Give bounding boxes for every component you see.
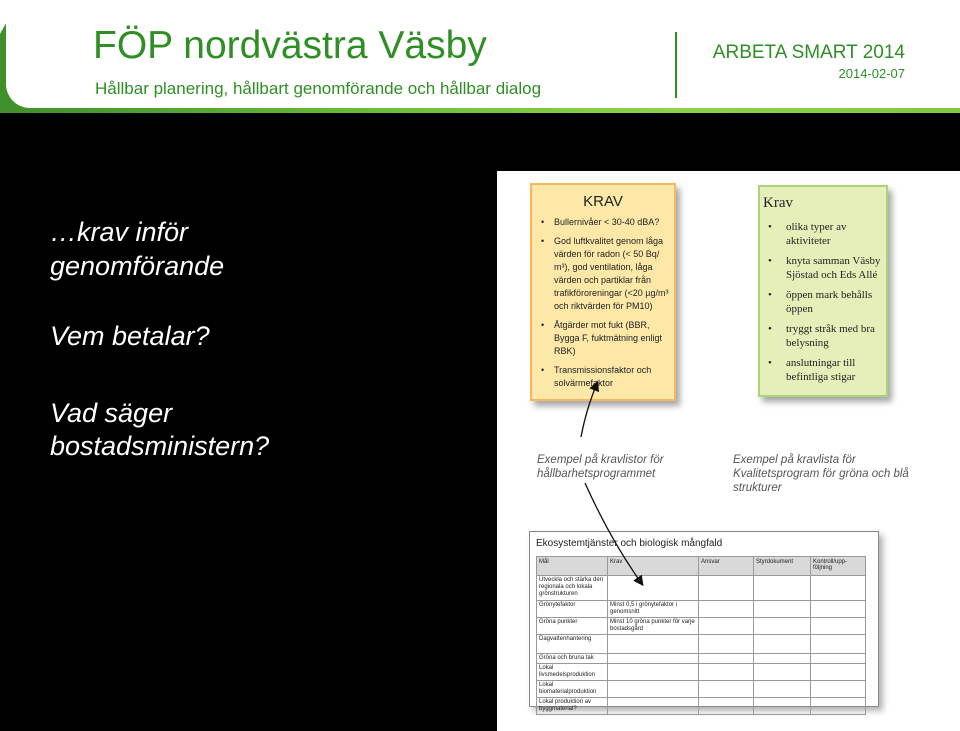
table-cell: Gröna och bruna tak: [537, 654, 608, 664]
krav-item: • God luftkvalitet genom låga värden för radon (< 50 Bq/ m³), god ventilation, låga värden och partiklar från trafikföroreningar (<20 µg/m³ och riktvärden för PM10): [532, 235, 674, 313]
left-text-line-3: Vem betalar?: [50, 321, 210, 351]
krav-item: • öppen mark behålls öppen: [760, 288, 886, 316]
caption-line: Exempel på kravlistor för: [537, 454, 664, 466]
header-divider: [675, 32, 677, 98]
table-cell: Utveckla och stärka den regionala och lokala grönstrukturen: [537, 576, 608, 601]
krav-item: • Bullernivåer < 30-40 dBA?: [532, 216, 674, 229]
krav-item: • anslutningar till befintliga stigar: [760, 356, 886, 384]
table-cell: Dagvattenhantering: [537, 635, 608, 654]
table-row: [537, 576, 866, 601]
table-cell: [608, 681, 699, 698]
table-cell: Lokal livsmedelsproduktion: [537, 664, 608, 681]
table-row: [537, 618, 866, 635]
table-cell: [608, 635, 699, 654]
krav-item: • knyta samman Väsby Sjöstad och Eds Allé: [760, 254, 886, 282]
table-cell: Grönytefaktor: [537, 601, 608, 618]
krav-list: [532, 216, 674, 390]
table-row: [537, 664, 866, 681]
table-cell: Lokal produktion av byggmaterial?: [537, 698, 608, 715]
caption-line: strukturer: [733, 482, 782, 494]
krav-table-grid: [536, 556, 866, 715]
left-text-line-5: bostadsministern?: [50, 431, 270, 461]
table-cell: Minst 0,5 i grönytefaktor i genomsnitt: [608, 601, 699, 618]
table-header-cell: Kontroll/upp-följning: [811, 557, 866, 576]
table-row: [537, 698, 866, 715]
krav-list: [760, 220, 886, 384]
caption-kvalitet: [733, 453, 909, 495]
table-row: [537, 654, 866, 664]
table-row: [537, 635, 866, 654]
caption-line: Exempel på kravlista för: [733, 454, 856, 466]
table-header-cell: Styrdokument: [754, 557, 811, 576]
event-name: ARBETA SMART 2014: [712, 42, 905, 63]
table-header-cell: Mål: [537, 557, 608, 576]
table-cell: Gröna punkter: [537, 618, 608, 635]
krav-item: • olika typer av aktiviteter: [760, 220, 886, 248]
left-text-line-1: …krav inför: [50, 217, 189, 247]
krav-box-kvalitet: [758, 185, 888, 397]
left-text-line-2: genomförande: [50, 251, 225, 281]
table-cell: Lokal biomaterialproduktion: [537, 681, 608, 698]
table-cell: Minst 10 gröna punkter för varje bostadsgård: [608, 618, 699, 635]
krav-box-title: Krav: [763, 195, 793, 211]
page-subtitle: Hållbar planering, hållbart genomförande och hållbar dialog: [95, 79, 542, 98]
krav-item: • Åtgärder mot fukt (BBR, Bygga F, fuktmätning enligt RBK): [532, 319, 674, 358]
caption-hallbarhet: [537, 453, 664, 481]
table-header-cell: Ansvar: [699, 557, 754, 576]
page-title: FÖP nordvästra Väsby: [93, 24, 487, 67]
example-image-panel: [497, 171, 960, 731]
table-cell: [608, 576, 699, 601]
krav-item: • tryggt stråk med bra belysning: [760, 322, 886, 350]
table-header-row: [537, 557, 866, 576]
table-cell: [608, 654, 699, 664]
header-banner: [0, 0, 960, 113]
caption-line: hållbarhetsprogrammet: [537, 468, 656, 480]
table-cell: [608, 698, 699, 715]
caption-line: Kvalitetsprogram för gröna och blå: [733, 468, 909, 480]
krav-box-title: KRAV: [583, 193, 623, 210]
event-date: 2014-02-07: [838, 66, 905, 81]
table-header-cell: Krav: [608, 557, 699, 576]
left-text-line-4: Vad säger: [50, 398, 173, 428]
krav-box-hallbarhet: [530, 183, 676, 401]
table-title: Ekosystemtjänster och biologisk mångfald: [536, 538, 723, 549]
table-row: [537, 681, 866, 698]
table-row: [537, 601, 866, 618]
table-cell: [608, 664, 699, 681]
krav-table: [529, 531, 879, 712]
krav-item: • Transmissionsfaktor och solvärmefaktor: [532, 364, 674, 390]
